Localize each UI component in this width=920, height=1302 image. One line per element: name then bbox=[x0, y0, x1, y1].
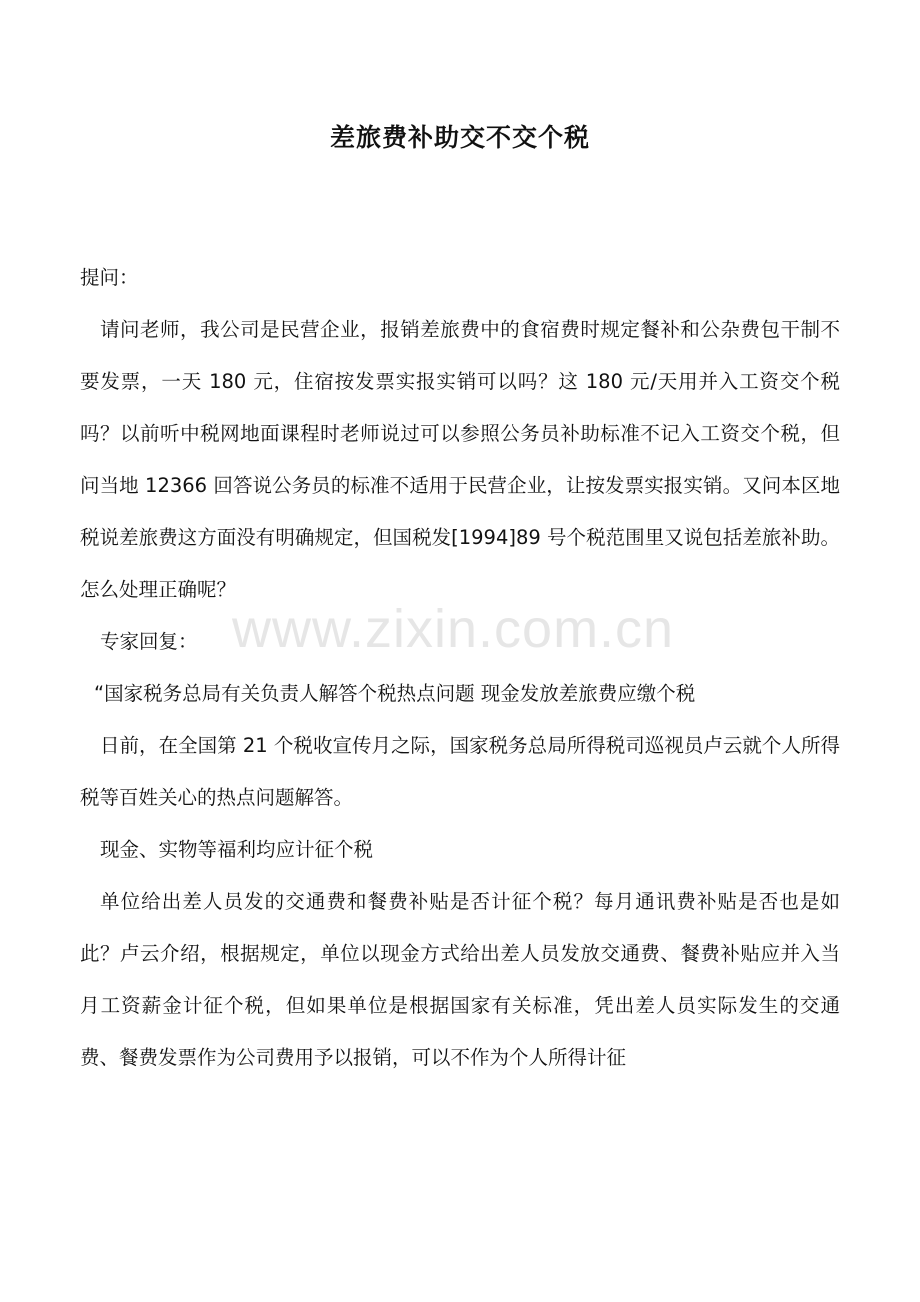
document-body bbox=[80, 252, 840, 1084]
document-title: 差旅费补助交不交个税 bbox=[329, 123, 590, 152]
question-paragraph: 请问老师，我公司是民营企业，报销差旅费中的食宿费时规定餐补和公杂费包干制不要发票，一天 180 元，住宿按发票实报实销可以吗？这 180 元/天用并入工资交个税吗？以前听中税网地面课程时老师说过可以参照公务员补助标准不记入工资交个税，但问当地 12366 回答说公务员的标准不适用于民营企业，让按发票实报实销。又问本区地税说差旅费这方面没有明确规定，但国税发[1994]89 号个税范围里又说包括差旅补助。怎么处理正确呢？ bbox=[80, 318, 840, 601]
section-heading: 现金、实物等福利均应计征个税 bbox=[100, 838, 374, 861]
watermark: www.zixin.com.cn bbox=[232, 599, 675, 659]
quoted-headline: “国家税务总局有关负责人解答个税热点问题 现金发放差旅费应缴个税 bbox=[94, 682, 696, 705]
question-heading: 提问： bbox=[80, 266, 139, 289]
answer-paragraph: 单位给出差人员发的交通费和餐费补贴是否计征个税？每月通讯费补贴是否也是如此？卢云介绍，根据规定，单位以现金方式给出差人员发放交通费、餐费补贴应并入当月工资薪金计征个税，但如果单位是根据国家有关标准，凭出差人员实际发生的交通费、餐费发票作为公司费用予以报销，可以不作为个人所得计征 bbox=[80, 890, 840, 1069]
expert-reply-heading: 专家回复： bbox=[100, 630, 198, 653]
news-paragraph: 日前，在全国第 21 个税收宣传月之际，国家税务总局所得税司巡视员卢云就个人所得税等百姓关心的热点问题解答。 bbox=[80, 734, 840, 809]
